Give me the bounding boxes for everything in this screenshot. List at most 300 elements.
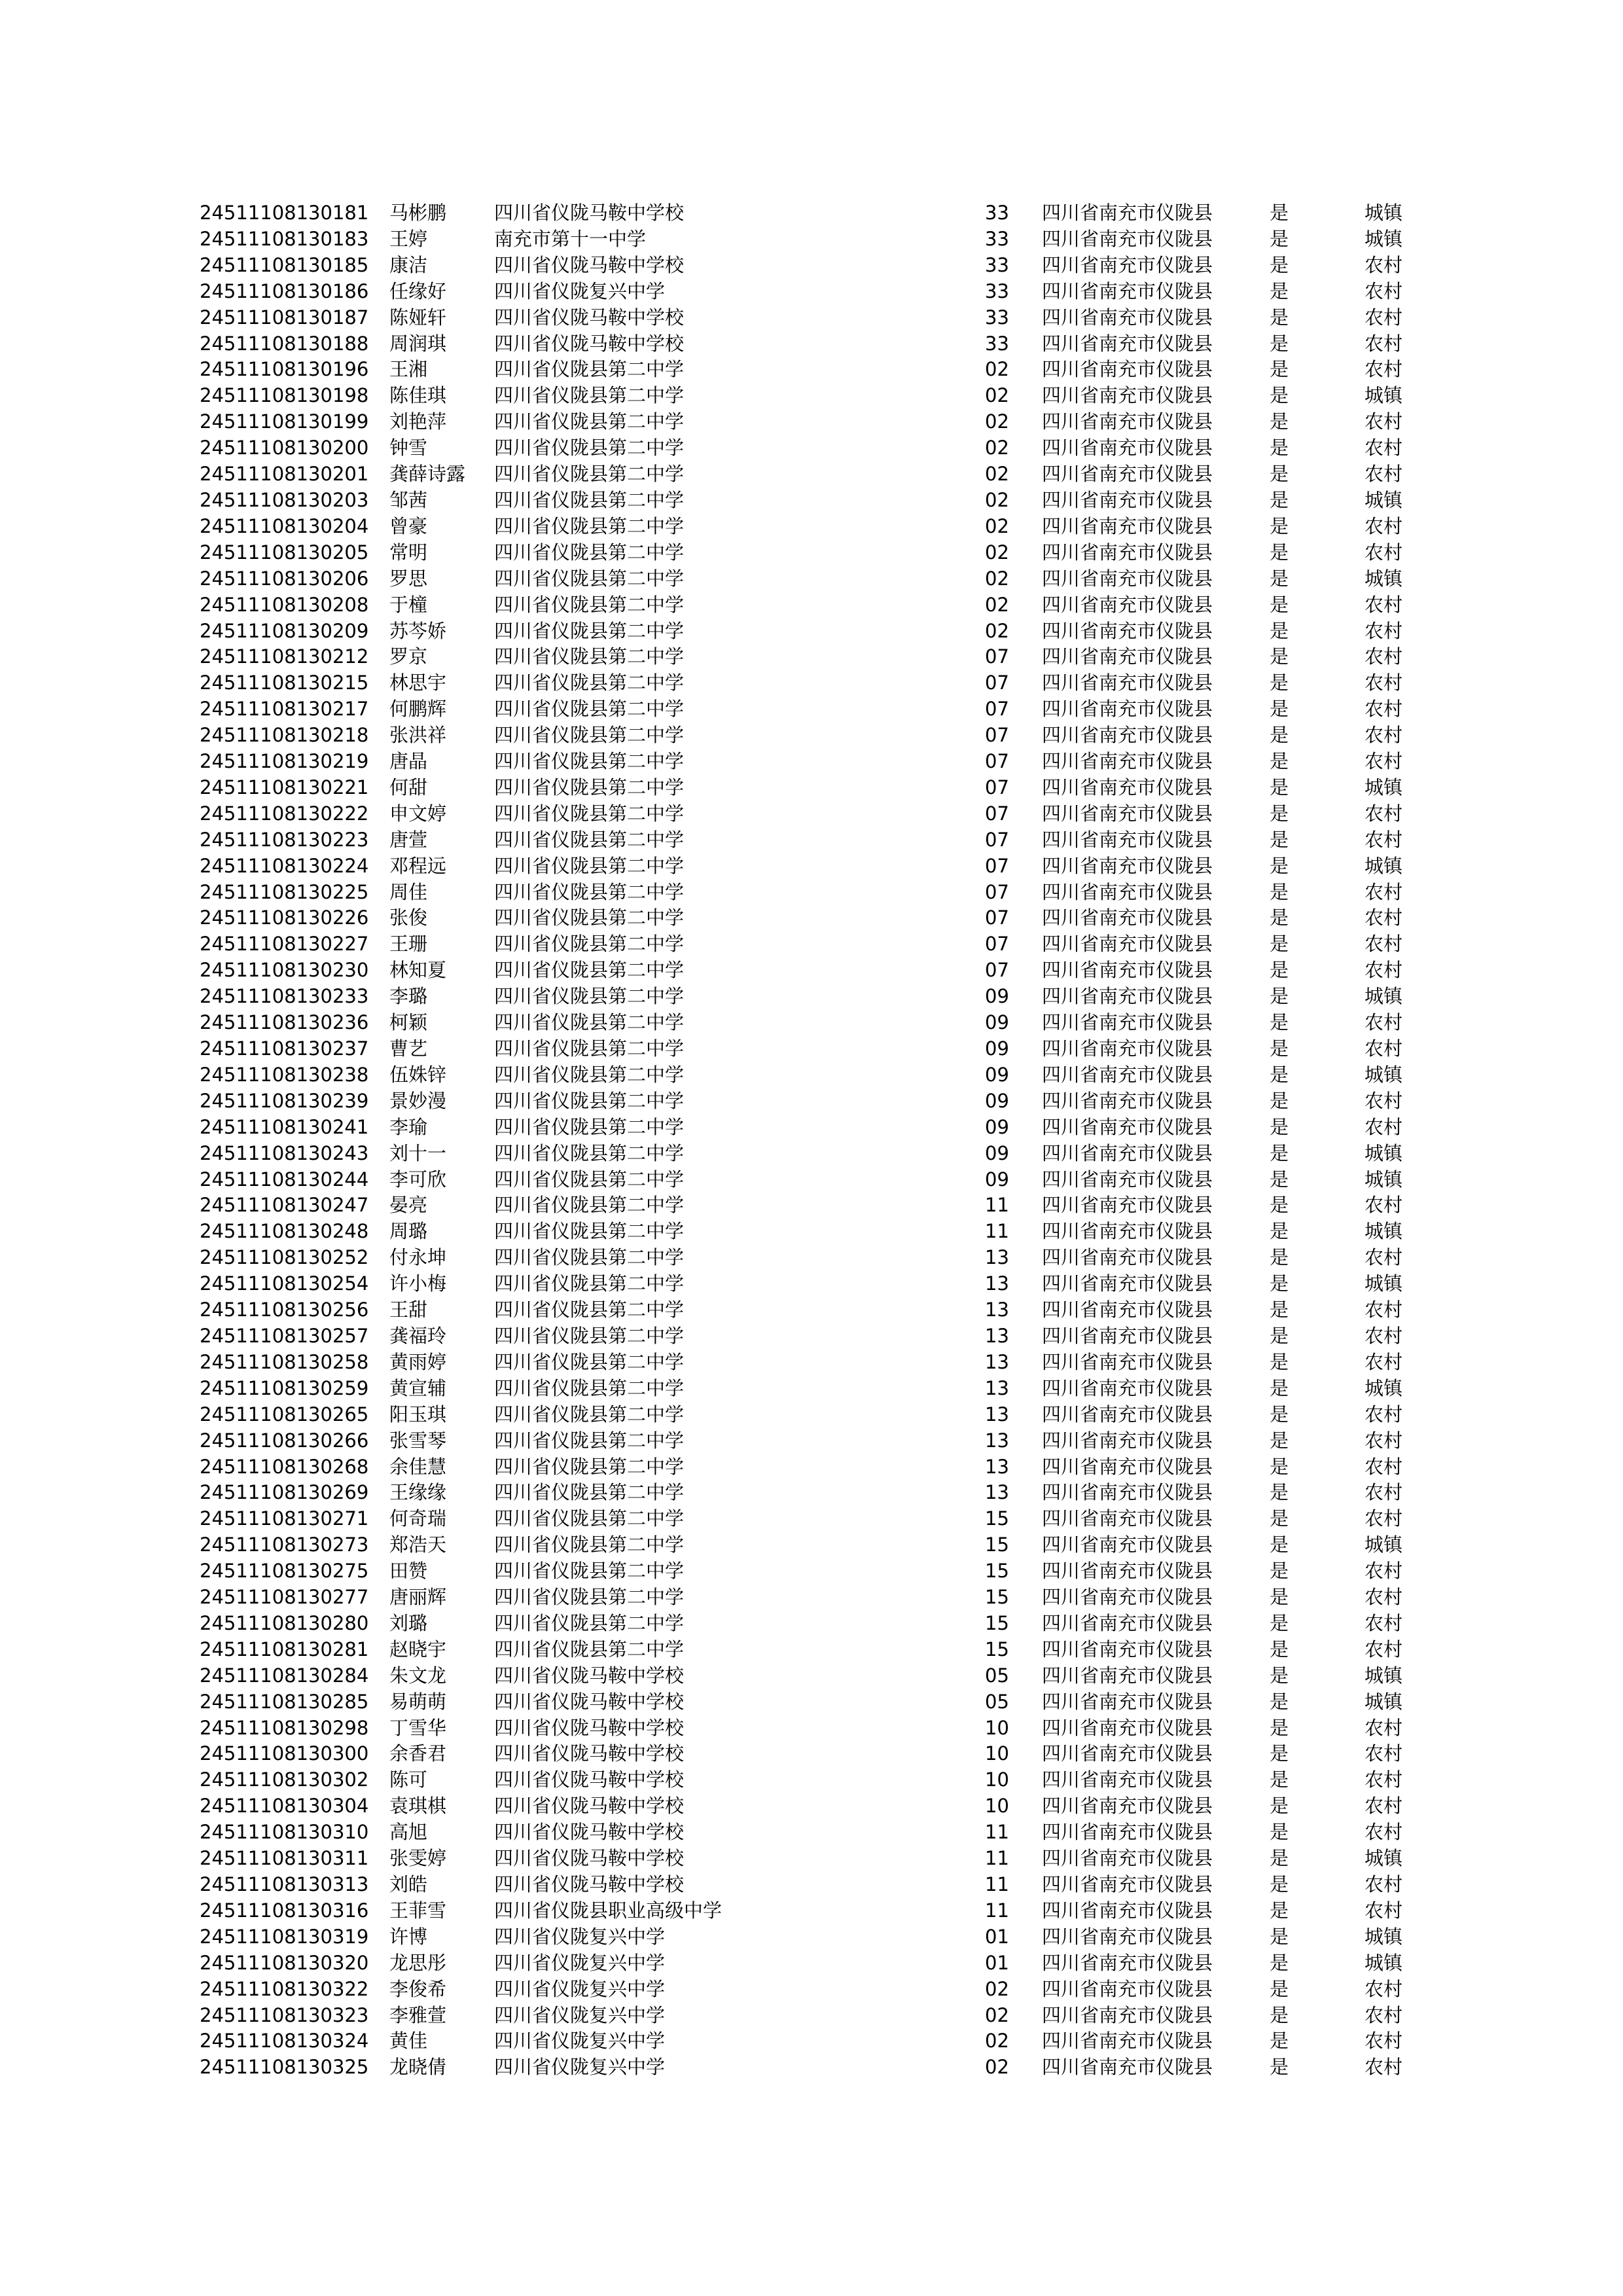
area-type: 农村 (1364, 1429, 1403, 1452)
school-name: 四川省仪陇县第二中学 (494, 1272, 685, 1295)
student-name: 王菲雪 (389, 1899, 447, 1922)
student-name: 景妙漫 (389, 1089, 447, 1112)
area-type: 农村 (1364, 332, 1403, 355)
table-row (0, 1350, 1623, 1376)
table-row (0, 253, 1623, 279)
student-id: 24511108130316 (200, 1899, 369, 1922)
yes-flag: 是 (1270, 253, 1289, 276)
student-name: 王珊 (389, 933, 428, 956)
student-id: 24511108130215 (200, 672, 369, 694)
yes-flag: 是 (1270, 1560, 1289, 1583)
table-row (0, 931, 1623, 958)
school-name: 四川省仪陇县第二中学 (494, 1324, 685, 1347)
school-name: 四川省仪陇县第二中学 (494, 959, 685, 982)
student-id: 24511108130223 (200, 828, 369, 851)
class-code: 10 (985, 1768, 1009, 1791)
table-row (0, 566, 1623, 592)
class-code: 07 (985, 828, 1009, 851)
area-type: 城镇 (1364, 1376, 1403, 1399)
table-row (0, 200, 1623, 226)
region: 四川省南充市仪陇县 (1042, 1951, 1213, 1974)
area-type: 城镇 (1364, 1925, 1403, 1948)
region: 四川省南充市仪陇县 (1042, 1324, 1213, 1347)
school-name: 四川省仪陇县第二中学 (494, 1376, 685, 1399)
school-name: 四川省仪陇县第二中学 (494, 1403, 685, 1426)
student-id: 24511108130284 (200, 1664, 369, 1687)
school-name: 四川省仪陇马鞍中学校 (494, 253, 685, 276)
student-name: 柯颖 (389, 1011, 428, 1034)
class-code: 15 (985, 1611, 1009, 1634)
school-name: 南充市第十一中学 (494, 227, 647, 250)
class-code: 02 (985, 358, 1009, 381)
student-id: 24511108130311 (200, 1847, 369, 1870)
student-id: 24511108130206 (200, 567, 369, 590)
region: 四川省南充市仪陇县 (1042, 463, 1213, 486)
table-row (0, 279, 1623, 305)
region: 四川省南充市仪陇县 (1042, 1194, 1213, 1217)
region: 四川省南充市仪陇县 (1042, 593, 1213, 616)
class-code: 01 (985, 1925, 1009, 1948)
area-type: 农村 (1364, 933, 1403, 956)
table-row (0, 1376, 1623, 1402)
region: 四川省南充市仪陇县 (1042, 1115, 1213, 1138)
region: 四川省南充市仪陇县 (1042, 698, 1213, 721)
yes-flag: 是 (1270, 1063, 1289, 1086)
school-name: 四川省仪陇县第二中学 (494, 437, 685, 459)
region: 四川省南充市仪陇县 (1042, 1899, 1213, 1922)
student-id: 24511108130259 (200, 1376, 369, 1399)
region: 四川省南充市仪陇县 (1042, 750, 1213, 773)
table-row (0, 619, 1623, 645)
yes-flag: 是 (1270, 1690, 1289, 1713)
table-row (0, 1480, 1623, 1506)
school-name: 四川省仪陇县第二中学 (494, 933, 685, 956)
student-name: 李可欣 (389, 1168, 447, 1191)
class-code: 10 (985, 1716, 1009, 1739)
student-name: 晏亮 (389, 1194, 428, 1217)
school-name: 四川省仪陇县第二中学 (494, 1507, 685, 1530)
region: 四川省南充市仪陇县 (1042, 202, 1213, 224)
region: 四川省南充市仪陇县 (1042, 1821, 1213, 1844)
area-type: 农村 (1364, 541, 1403, 564)
area-type: 农村 (1364, 463, 1403, 486)
student-id: 24511108130238 (200, 1063, 369, 1086)
class-code: 15 (985, 1638, 1009, 1660)
table-row (0, 1036, 1623, 1062)
student-name: 刘璐 (389, 1611, 428, 1634)
school-name: 四川省仪陇县第二中学 (494, 1481, 685, 1504)
student-id: 24511108130320 (200, 1951, 369, 1974)
region: 四川省南充市仪陇县 (1042, 2030, 1213, 2053)
area-type: 城镇 (1364, 854, 1403, 877)
area-type: 农村 (1364, 1742, 1403, 1765)
table-row (0, 2003, 1623, 2029)
yes-flag: 是 (1270, 1586, 1289, 1609)
class-code: 09 (985, 1115, 1009, 1138)
area-type: 城镇 (1364, 1168, 1403, 1191)
table-row (0, 1062, 1623, 1088)
area-type: 城镇 (1364, 1272, 1403, 1295)
student-name: 张雪琴 (389, 1429, 447, 1452)
student-name: 郑浩天 (389, 1534, 447, 1556)
table-row (0, 1820, 1623, 1846)
area-type: 城镇 (1364, 1220, 1403, 1243)
student-id: 24511108130244 (200, 1168, 369, 1191)
class-code: 02 (985, 463, 1009, 486)
yes-flag: 是 (1270, 854, 1289, 877)
student-name: 刘艳萍 (389, 410, 447, 433)
class-code: 13 (985, 1429, 1009, 1452)
school-name: 四川省仪陇县第二中学 (494, 828, 685, 851)
class-code: 07 (985, 698, 1009, 721)
class-code: 05 (985, 1664, 1009, 1687)
class-code: 33 (985, 306, 1009, 329)
table-row (0, 331, 1623, 357)
student-name: 苏芩娇 (389, 619, 447, 642)
yes-flag: 是 (1270, 541, 1289, 564)
yes-flag: 是 (1270, 279, 1289, 302)
student-id: 24511108130225 (200, 880, 369, 903)
table-row (0, 1558, 1623, 1585)
region: 四川省南充市仪陇县 (1042, 306, 1213, 329)
region: 四川省南充市仪陇县 (1042, 1716, 1213, 1739)
area-type: 农村 (1364, 724, 1403, 747)
yes-flag: 是 (1270, 1115, 1289, 1138)
area-type: 农村 (1364, 1011, 1403, 1034)
class-code: 15 (985, 1507, 1009, 1530)
table-row (0, 1454, 1623, 1480)
class-code: 02 (985, 1977, 1009, 2000)
student-id: 24511108130212 (200, 645, 369, 668)
area-type: 农村 (1364, 1795, 1403, 1818)
region: 四川省南充市仪陇县 (1042, 410, 1213, 433)
class-code: 13 (985, 1272, 1009, 1295)
region: 四川省南充市仪陇县 (1042, 1246, 1213, 1269)
yes-flag: 是 (1270, 1821, 1289, 1844)
student-name: 阳玉琪 (389, 1403, 447, 1426)
class-code: 02 (985, 2056, 1009, 2079)
yes-flag: 是 (1270, 1977, 1289, 2000)
region: 四川省南充市仪陇县 (1042, 1768, 1213, 1791)
table-row (0, 383, 1623, 409)
school-name: 四川省仪陇县第二中学 (494, 1429, 685, 1452)
yes-flag: 是 (1270, 1795, 1289, 1818)
yes-flag: 是 (1270, 1847, 1289, 1870)
class-code: 11 (985, 1899, 1009, 1922)
school-name: 四川省仪陇马鞍中学校 (494, 1664, 685, 1687)
area-type: 城镇 (1364, 1847, 1403, 1870)
yes-flag: 是 (1270, 1742, 1289, 1765)
student-id: 24511108130313 (200, 1873, 369, 1895)
yes-flag: 是 (1270, 1194, 1289, 1217)
student-name: 何奇瑞 (389, 1507, 447, 1530)
table-row (0, 1088, 1623, 1115)
class-code: 09 (985, 1037, 1009, 1060)
area-type: 城镇 (1364, 1664, 1403, 1687)
school-name: 四川省仪陇县第二中学 (494, 1299, 685, 1321)
school-name: 四川省仪陇复兴中学 (494, 1925, 666, 1948)
region: 四川省南充市仪陇县 (1042, 514, 1213, 537)
yes-flag: 是 (1270, 1925, 1289, 1948)
school-name: 四川省仪陇县职业高级中学 (494, 1899, 722, 1922)
table-row (0, 1297, 1623, 1323)
school-name: 四川省仪陇县第二中学 (494, 1168, 685, 1191)
student-name: 伍姝锌 (389, 1063, 447, 1086)
student-id: 24511108130285 (200, 1690, 369, 1713)
student-id: 24511108130186 (200, 279, 369, 302)
class-code: 11 (985, 1821, 1009, 1844)
yes-flag: 是 (1270, 1272, 1289, 1295)
school-name: 四川省仪陇县第二中学 (494, 724, 685, 747)
area-type: 农村 (1364, 1821, 1403, 1844)
table-row (0, 827, 1623, 853)
region: 四川省南充市仪陇县 (1042, 358, 1213, 381)
table-row (0, 1271, 1623, 1297)
region: 四川省南充市仪陇县 (1042, 1586, 1213, 1609)
student-id: 24511108130319 (200, 1925, 369, 1948)
area-type: 农村 (1364, 1977, 1403, 2000)
class-code: 02 (985, 2030, 1009, 2053)
student-id: 24511108130226 (200, 906, 369, 929)
student-id: 24511108130187 (200, 306, 369, 329)
student-id: 24511108130266 (200, 1429, 369, 1452)
class-code: 02 (985, 437, 1009, 459)
student-id: 24511108130198 (200, 384, 369, 407)
area-type: 农村 (1364, 698, 1403, 721)
area-type: 农村 (1364, 1037, 1403, 1060)
student-id: 24511108130188 (200, 332, 369, 355)
region: 四川省南充市仪陇县 (1042, 1037, 1213, 1060)
yes-flag: 是 (1270, 2003, 1289, 2026)
class-code: 11 (985, 1873, 1009, 1895)
area-type: 城镇 (1364, 1534, 1403, 1556)
area-type: 农村 (1364, 1089, 1403, 1112)
region: 四川省南充市仪陇县 (1042, 227, 1213, 250)
student-name: 罗京 (389, 645, 428, 668)
region: 四川省南充市仪陇县 (1042, 1403, 1213, 1426)
table-row (0, 409, 1623, 435)
student-id: 24511108130217 (200, 698, 369, 721)
yes-flag: 是 (1270, 306, 1289, 329)
area-type: 城镇 (1364, 227, 1403, 250)
area-type: 农村 (1364, 959, 1403, 982)
area-type: 农村 (1364, 2030, 1403, 2053)
region: 四川省南充市仪陇县 (1042, 1089, 1213, 1112)
class-code: 13 (985, 1481, 1009, 1504)
student-id: 24511108130205 (200, 541, 369, 564)
area-type: 城镇 (1364, 567, 1403, 590)
student-id: 24511108130325 (200, 2056, 369, 2079)
area-type: 农村 (1364, 1403, 1403, 1426)
student-name: 曹艺 (389, 1037, 428, 1060)
class-code: 13 (985, 1350, 1009, 1373)
class-code: 09 (985, 1141, 1009, 1164)
student-name: 林思宇 (389, 672, 447, 694)
table-row (0, 880, 1623, 906)
class-code: 07 (985, 906, 1009, 929)
student-name: 袁琪棋 (389, 1795, 447, 1818)
student-name: 陈佳琪 (389, 384, 447, 407)
region: 四川省南充市仪陇县 (1042, 1638, 1213, 1660)
region: 四川省南充市仪陇县 (1042, 279, 1213, 302)
class-code: 11 (985, 1220, 1009, 1243)
school-name: 四川省仪陇县第二中学 (494, 463, 685, 486)
area-type: 农村 (1364, 880, 1403, 903)
school-name: 四川省仪陇马鞍中学校 (494, 1821, 685, 1844)
yes-flag: 是 (1270, 488, 1289, 511)
student-name: 曾豪 (389, 514, 428, 537)
area-type: 农村 (1364, 593, 1403, 616)
student-id: 24511108130237 (200, 1037, 369, 1060)
table-row (0, 1715, 1623, 1742)
yes-flag: 是 (1270, 1481, 1289, 1504)
region: 四川省南充市仪陇县 (1042, 1455, 1213, 1478)
student-name: 黄雨婷 (389, 1350, 447, 1373)
table-row (0, 670, 1623, 696)
area-type: 农村 (1364, 1481, 1403, 1504)
class-code: 13 (985, 1246, 1009, 1269)
class-code: 07 (985, 645, 1009, 668)
student-id: 24511108130201 (200, 463, 369, 486)
table-row (0, 853, 1623, 880)
area-type: 农村 (1364, 1194, 1403, 1217)
area-type: 城镇 (1364, 384, 1403, 407)
school-name: 四川省仪陇县第二中学 (494, 410, 685, 433)
school-name: 四川省仪陇马鞍中学校 (494, 1690, 685, 1713)
table-row (0, 801, 1623, 827)
class-code: 07 (985, 880, 1009, 903)
student-name: 龚薛诗露 (389, 463, 466, 486)
yes-flag: 是 (1270, 1873, 1289, 1895)
student-id: 24511108130304 (200, 1795, 369, 1818)
region: 四川省南充市仪陇县 (1042, 1795, 1213, 1818)
class-code: 02 (985, 619, 1009, 642)
school-name: 四川省仪陇县第二中学 (494, 567, 685, 590)
school-name: 四川省仪陇县第二中学 (494, 593, 685, 616)
student-id: 24511108130199 (200, 410, 369, 433)
yes-flag: 是 (1270, 802, 1289, 825)
region: 四川省南充市仪陇县 (1042, 1534, 1213, 1556)
region: 四川省南充市仪陇县 (1042, 1063, 1213, 1086)
student-name: 田赞 (389, 1560, 428, 1583)
table-row (0, 226, 1623, 253)
area-type: 农村 (1364, 2003, 1403, 2026)
student-id: 24511108130281 (200, 1638, 369, 1660)
student-id: 24511108130203 (200, 488, 369, 511)
region: 四川省南充市仪陇县 (1042, 541, 1213, 564)
region: 四川省南充市仪陇县 (1042, 1560, 1213, 1583)
region: 四川省南充市仪陇县 (1042, 2056, 1213, 2079)
yes-flag: 是 (1270, 724, 1289, 747)
school-name: 四川省仪陇马鞍中学校 (494, 202, 685, 224)
school-name: 四川省仪陇马鞍中学校 (494, 1716, 685, 1739)
student-name: 李俊希 (389, 1977, 447, 2000)
region: 四川省南充市仪陇县 (1042, 880, 1213, 903)
class-code: 13 (985, 1455, 1009, 1478)
area-type: 农村 (1364, 906, 1403, 929)
yes-flag: 是 (1270, 410, 1289, 433)
region: 四川省南充市仪陇县 (1042, 1141, 1213, 1164)
region: 四川省南充市仪陇县 (1042, 1664, 1213, 1687)
yes-flag: 是 (1270, 619, 1289, 642)
region: 四川省南充市仪陇县 (1042, 959, 1213, 982)
area-type: 农村 (1364, 672, 1403, 694)
region: 四川省南充市仪陇县 (1042, 1429, 1213, 1452)
student-id: 24511108130204 (200, 514, 369, 537)
student-name: 林知夏 (389, 959, 447, 982)
student-id: 24511108130230 (200, 959, 369, 982)
student-name: 许博 (389, 1925, 428, 1948)
student-name: 周璐 (389, 1220, 428, 1243)
region: 四川省南充市仪陇县 (1042, 1742, 1213, 1765)
area-type: 农村 (1364, 1560, 1403, 1583)
student-id: 24511108130265 (200, 1403, 369, 1426)
table-row (0, 1924, 1623, 1950)
class-code: 09 (985, 1063, 1009, 1086)
yes-flag: 是 (1270, 1611, 1289, 1634)
student-name: 刘皓 (389, 1873, 428, 1895)
yes-flag: 是 (1270, 1429, 1289, 1452)
region: 四川省南充市仪陇县 (1042, 384, 1213, 407)
table-row (0, 1219, 1623, 1245)
school-name: 四川省仪陇县第二中学 (494, 541, 685, 564)
area-type: 农村 (1364, 750, 1403, 773)
region: 四川省南充市仪陇县 (1042, 906, 1213, 929)
school-name: 四川省仪陇县第二中学 (494, 985, 685, 1008)
area-type: 农村 (1364, 1299, 1403, 1321)
school-name: 四川省仪陇马鞍中学校 (494, 332, 685, 355)
yes-flag: 是 (1270, 959, 1289, 982)
region: 四川省南充市仪陇县 (1042, 802, 1213, 825)
school-name: 四川省仪陇县第二中学 (494, 1037, 685, 1060)
yes-flag: 是 (1270, 1951, 1289, 1974)
student-id: 24511108130248 (200, 1220, 369, 1243)
area-type: 农村 (1364, 619, 1403, 642)
area-type: 城镇 (1364, 202, 1403, 224)
yes-flag: 是 (1270, 645, 1289, 668)
class-code: 13 (985, 1403, 1009, 1426)
student-id: 24511108130241 (200, 1115, 369, 1138)
school-name: 四川省仪陇县第二中学 (494, 906, 685, 929)
table-row (0, 1846, 1623, 1872)
yes-flag: 是 (1270, 933, 1289, 956)
student-name: 赵晓宇 (389, 1638, 447, 1660)
student-id: 24511108130300 (200, 1742, 369, 1765)
table-row (0, 2054, 1623, 2081)
student-id: 24511108130239 (200, 1089, 369, 1112)
school-name: 四川省仪陇马鞍中学校 (494, 1742, 685, 1765)
class-code: 07 (985, 933, 1009, 956)
table-row (0, 1323, 1623, 1350)
school-name: 四川省仪陇县第二中学 (494, 1350, 685, 1373)
class-code: 33 (985, 279, 1009, 302)
class-code: 11 (985, 1847, 1009, 1870)
class-code: 02 (985, 514, 1009, 537)
class-code: 10 (985, 1795, 1009, 1818)
area-type: 农村 (1364, 802, 1403, 825)
class-code: 05 (985, 1690, 1009, 1713)
school-name: 四川省仪陇县第二中学 (494, 802, 685, 825)
school-name: 四川省仪陇县第二中学 (494, 750, 685, 773)
area-type: 农村 (1364, 1768, 1403, 1791)
yes-flag: 是 (1270, 1664, 1289, 1687)
class-code: 02 (985, 384, 1009, 407)
school-name: 四川省仪陇县第二中学 (494, 1611, 685, 1634)
student-name: 易萌萌 (389, 1690, 447, 1713)
school-name: 四川省仪陇县第二中学 (494, 672, 685, 694)
yes-flag: 是 (1270, 1534, 1289, 1556)
student-id: 24511108130298 (200, 1716, 369, 1739)
